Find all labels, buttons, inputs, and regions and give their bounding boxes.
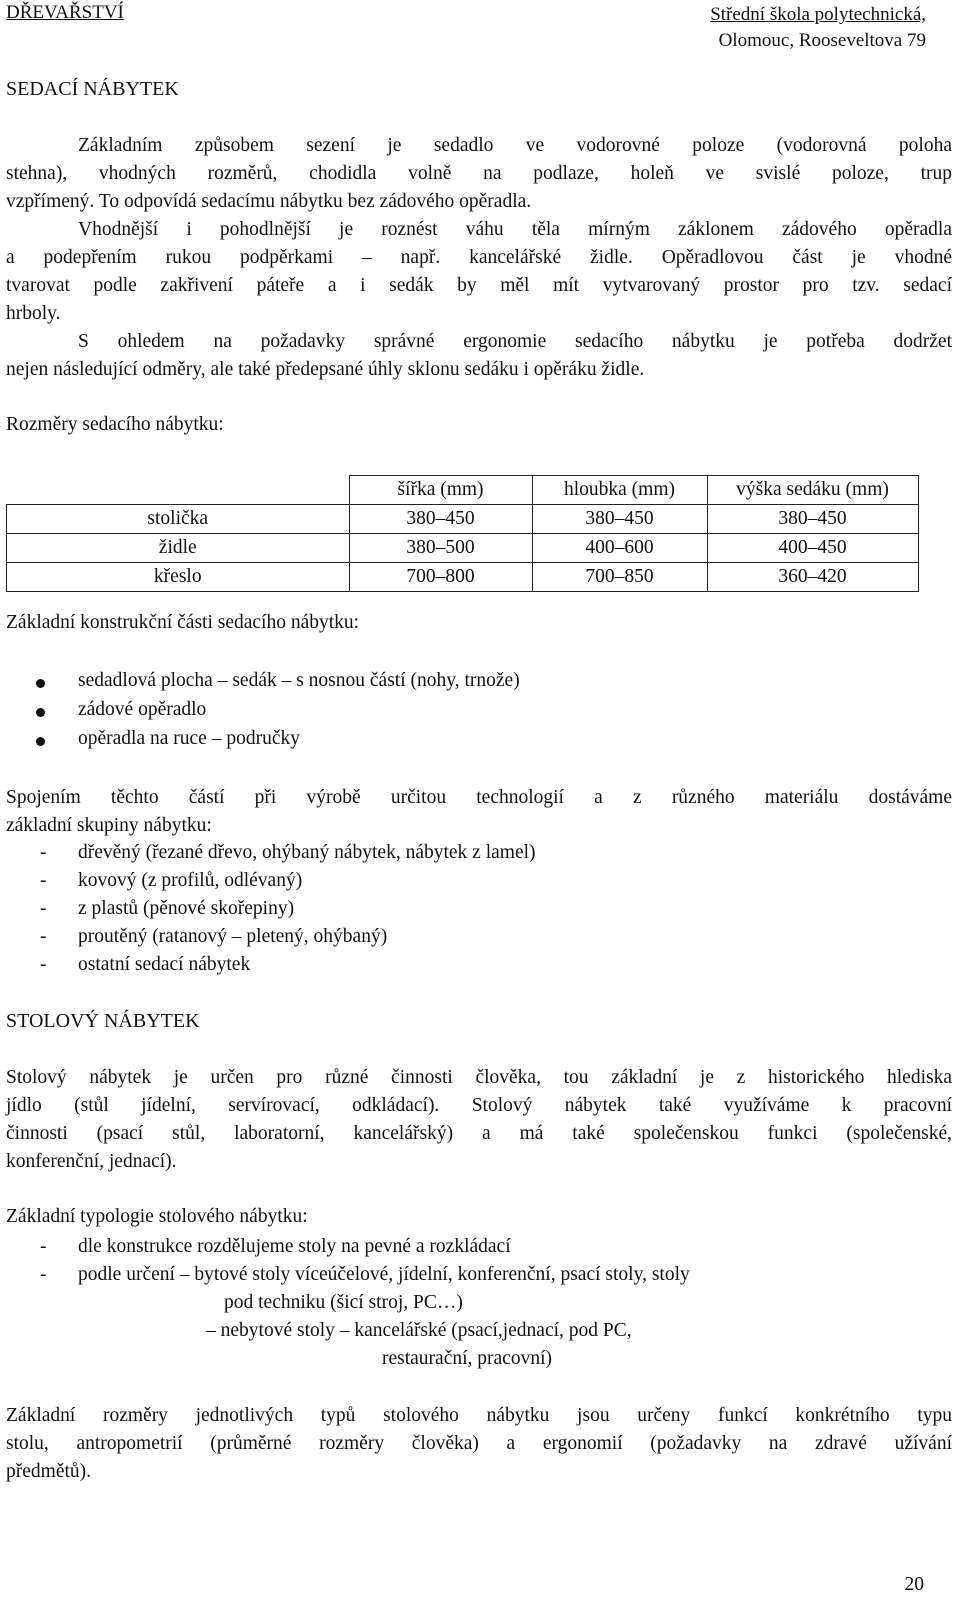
paragraph-line: základní skupiny nábytku: [6,815,212,836]
list-item: proutěný (ratanový – pletený, ohýbaný) [78,926,388,947]
table-cell: 380–450 [707,505,918,534]
header-title: DŘEVAŘSTVÍ [6,2,124,23]
table-row-label: stolička [7,505,350,534]
list-item: podle určení – bytové stoly víceúčelové, jídelní, konferenční, psací stoly, stoly [78,1264,690,1285]
header-school [710,2,926,54]
paragraph-line: činnosti (psací stůl, laboratorní, kancelářský) a má také společenskou funkci (společenské, [6,1123,952,1144]
list-item: kovový (z profilů, odlévaný) [78,870,303,891]
paragraph-line: Spojením těchto částí při výrobě určitou technologií a z různého materiálu dostáváme [6,787,952,808]
header-school-address: Olomouc, Rooseveltova 79 [718,30,926,51]
paragraph-line: Stolový nábytek je určen pro různé činnosti člověka, tou základní je z historického hlediska [6,1067,952,1088]
dimensions-table [6,475,919,592]
table-cell: 380–500 [349,534,532,563]
paragraph-line: a podepřením rukou podpěrkami – např. kancelářské židle. Opěradlovou část je vhodné [6,247,952,268]
table-cell: 400–600 [532,534,707,563]
table-row [7,505,919,534]
dash-marker: - [40,954,47,975]
paragraph-line: hrboly. [6,303,61,324]
dash-marker: - [40,1264,47,1285]
paragraph-line: jídlo (stůl jídelní, servírovací, odkládací). Stolový nábytek také využíváme k pracovní [6,1095,952,1116]
list-item-continuation: – nebytové stoly – kancelářské (psací,jednací, pod PC, [206,1320,632,1341]
list-item: opěradla na ruce – područky [78,728,300,749]
table-corner [7,476,350,505]
paragraph-line: Základním způsobem sezení je sedadlo ve vodorovné poloze (vodorovná poloha [78,135,952,156]
table-row [7,563,919,592]
table-row-label: židle [7,534,350,563]
dash-marker: - [40,898,47,919]
paragraph-line: stolu, antropometrií (průměrné rozměry člověka) a ergonomií (požadavky na zdravé užívání [6,1433,952,1454]
header-school-name: Střední škola polytechnická, [710,4,926,25]
table-header-width: šířka (mm) [349,476,532,505]
table-cell: 360–420 [707,563,918,592]
list-item: dle konstrukce rozdělujeme stoly na pevné a rozkládací [78,1236,511,1257]
paragraph-line: tvarovat podle zakřivení páteře a i sedák by měl mít vytvarovaný prostor pro tzv. sedací [6,275,952,296]
list-item: zádové opěradlo [78,699,207,720]
dims-label: Rozměry sedacího nábytku: [6,414,224,435]
table-row-label: křeslo [7,563,350,592]
dash-marker: - [40,1236,47,1257]
typology-label: Základní typologie stolového nábytku: [6,1206,308,1227]
paragraph-line: Základní rozměry jednotlivých typů stolového nábytku jsou určeny funkcí konkrétního typu [6,1405,952,1426]
list-item: ostatní sedací nábytek [78,954,251,975]
section-title-tables: STOLOVÝ NÁBYTEK [6,1010,200,1032]
paragraph-line: předmětů). [6,1461,92,1482]
table-cell: 400–450 [707,534,918,563]
list-item-continuation: pod techniku (šicí stroj, PC…) [224,1292,463,1313]
table-header-seat-height: výška sedáku (mm) [707,476,918,505]
section-title-seating: SEDACÍ NÁBYTEK [6,78,179,100]
table-row [7,534,919,563]
table-cell: 700–800 [349,563,532,592]
table-cell: 380–450 [349,505,532,534]
bullet-icon [36,679,45,688]
table-header-depth: hloubka (mm) [532,476,707,505]
bullet-icon [36,708,45,717]
dash-marker: - [40,926,47,947]
table-cell: 380–450 [532,505,707,534]
paragraph-line: konferenční, jednací). [6,1151,177,1172]
table-header-row [7,476,919,505]
parts-label: Základní konstrukční části sedacího nábytku: [6,612,360,633]
dash-marker: - [40,842,47,863]
dash-marker: - [40,870,47,891]
list-item: dřevěný (řezané dřevo, ohýbaný nábytek, nábytek z lamel) [78,842,536,863]
list-item: z plastů (pěnové skořepiny) [78,898,295,919]
paragraph-line: vzpřímený. To odpovídá sedacímu nábytku bez zádového opěradla. [6,191,532,212]
list-item: sedadlová plocha – sedák – s nosnou částí (nohy, trnože) [78,670,520,691]
bullet-icon [36,737,45,746]
table-cell: 700–850 [532,563,707,592]
paragraph-line: nejen následující odměry, ale také předepsané úhly sklonu sedáku i opěráku židle. [6,359,645,380]
paragraph-line: S ohledem na požadavky správné ergonomie sedacího nábytku je potřeba dodržet [78,331,952,352]
list-item-continuation: restaurační, pracovní) [382,1348,552,1369]
page-number: 20 [904,1574,924,1595]
paragraph-line: stehna), vhodných rozměrů, chodidla volně na podlaze, holeň ve svislé poloze, trup [6,163,952,184]
paragraph-line: Vhodnější i pohodlnější je roznést váhu těla mírným záklonem zádového opěradla [78,219,952,240]
